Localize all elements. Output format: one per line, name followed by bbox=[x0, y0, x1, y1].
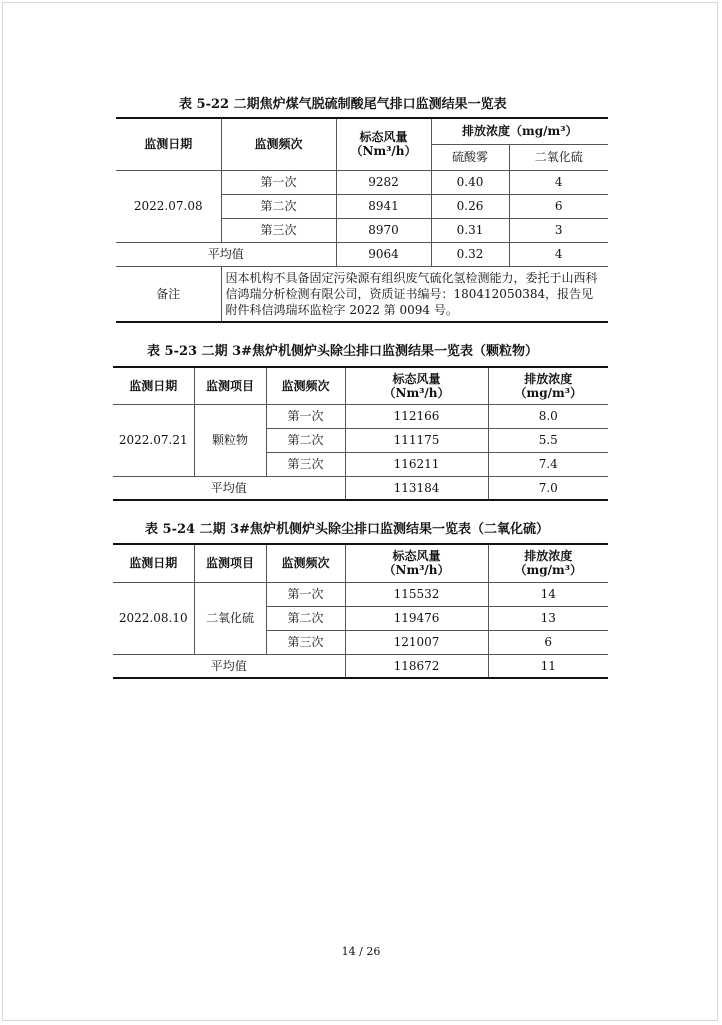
cell-average-acid: 0.32 bbox=[431, 242, 509, 266]
header-frequency: 监测频次 bbox=[266, 544, 345, 582]
cell-average-flow: 118672 bbox=[345, 654, 488, 678]
header-sulfur-dioxide: 二氧化硫 bbox=[509, 144, 608, 170]
header-sulfuric-acid-mist: 硫酸雾 bbox=[431, 144, 509, 170]
cell-acid: 0.26 bbox=[431, 194, 509, 218]
cell-frequency: 第二次 bbox=[266, 606, 345, 630]
cell-frequency: 第一次 bbox=[266, 582, 345, 606]
header-item: 监测项目 bbox=[194, 544, 266, 582]
cell-flow: 115532 bbox=[345, 582, 488, 606]
cell-flow: 119476 bbox=[345, 606, 488, 630]
page-number: 14 / 26 bbox=[341, 945, 381, 958]
header-concentration-label: 排放浓度 bbox=[524, 549, 573, 564]
cell-average-concentration: 11 bbox=[488, 654, 608, 678]
cell-concentration: 14 bbox=[488, 582, 608, 606]
cell-date: 2022.07.21 bbox=[113, 404, 194, 476]
cell-acid: 0.40 bbox=[431, 170, 509, 194]
header-concentration-unit: （mg/m³） bbox=[514, 385, 582, 400]
cell-item: 二氧化硫 bbox=[194, 582, 266, 654]
table-5-22-caption: 表 5-22 二期焦炉煤气脱硫制酸尾气排口监测结果一览表 bbox=[179, 97, 507, 112]
header-date: 监测日期 bbox=[116, 118, 221, 170]
header-item: 监测项目 bbox=[194, 367, 266, 404]
header-frequency: 监测频次 bbox=[221, 118, 336, 170]
header-flow-unit: （Nm³/h） bbox=[383, 385, 450, 400]
cell-average-label: 平均值 bbox=[113, 476, 345, 500]
header-concentration: 排放浓度（mg/m³） bbox=[431, 118, 608, 144]
cell-concentration: 7.4 bbox=[488, 452, 608, 476]
cell-average-label: 平均值 bbox=[113, 654, 345, 678]
cell-flow: 8970 bbox=[336, 218, 431, 242]
cell-frequency: 第二次 bbox=[221, 194, 336, 218]
cell-frequency: 第一次 bbox=[266, 404, 345, 428]
cell-concentration: 8.0 bbox=[488, 404, 608, 428]
table-5-23-caption: 表 5-23 二期 3#焦炉机侧炉头除尘排口监测结果一览表（颗粒物） bbox=[147, 344, 539, 359]
cell-flow: 8941 bbox=[336, 194, 431, 218]
cell-flow: 9282 bbox=[336, 170, 431, 194]
header-flow bbox=[345, 544, 488, 582]
header-flow-unit: （Nm³/h） bbox=[383, 563, 450, 578]
header-flow-unit: （Nm³/h） bbox=[350, 144, 417, 159]
cell-concentration: 6 bbox=[488, 630, 608, 654]
table-5-23 bbox=[113, 366, 608, 501]
cell-concentration: 5.5 bbox=[488, 428, 608, 452]
cell-concentration: 13 bbox=[488, 606, 608, 630]
header-concentration bbox=[488, 367, 608, 404]
header-concentration-unit: （mg/m³） bbox=[514, 563, 582, 578]
header-flow bbox=[345, 367, 488, 404]
note-text: 因本机构不具备固定污染源有组织废气硫化氢检测能力，委托于山西科信鸿瑞分析检测有限公司，资质证书编号：180412050384，报告见附件科信鸿瑞环监检字 2022 第 0094 号。 bbox=[221, 266, 608, 322]
header-frequency: 监测频次 bbox=[266, 367, 345, 404]
cell-so2: 4 bbox=[509, 170, 608, 194]
header-concentration bbox=[488, 544, 608, 582]
header-flow-label: 标态风量 bbox=[392, 371, 441, 386]
cell-average-concentration: 7.0 bbox=[488, 476, 608, 500]
cell-frequency: 第三次 bbox=[266, 630, 345, 654]
header-concentration-label: 排放浓度 bbox=[524, 371, 573, 386]
header-date: 监测日期 bbox=[113, 367, 194, 404]
cell-so2: 6 bbox=[509, 194, 608, 218]
table-5-24 bbox=[113, 543, 608, 679]
note-label: 备注 bbox=[116, 266, 221, 322]
table-5-24-caption: 表 5-24 二期 3#焦炉机侧炉头除尘排口监测结果一览表（二氧化硫） bbox=[145, 522, 550, 537]
cell-average-so2: 4 bbox=[509, 242, 608, 266]
cell-flow: 116211 bbox=[345, 452, 488, 476]
cell-acid: 0.31 bbox=[431, 218, 509, 242]
cell-item: 颗粒物 bbox=[194, 404, 266, 476]
cell-frequency: 第三次 bbox=[266, 452, 345, 476]
header-flow-label: 标态风量 bbox=[392, 549, 441, 564]
header-flow-label: 标态风量 bbox=[359, 130, 408, 145]
cell-flow: 111175 bbox=[345, 428, 488, 452]
cell-average-flow: 9064 bbox=[336, 242, 431, 266]
cell-date: 2022.07.08 bbox=[116, 170, 221, 242]
cell-so2: 3 bbox=[509, 218, 608, 242]
cell-frequency: 第三次 bbox=[221, 218, 336, 242]
header-date: 监测日期 bbox=[113, 544, 194, 582]
cell-flow: 121007 bbox=[345, 630, 488, 654]
cell-frequency: 第一次 bbox=[221, 170, 336, 194]
cell-average-label: 平均值 bbox=[116, 242, 336, 266]
cell-frequency: 第二次 bbox=[266, 428, 345, 452]
cell-flow: 112166 bbox=[345, 404, 488, 428]
table-5-22 bbox=[116, 117, 608, 323]
cell-date: 2022.08.10 bbox=[113, 582, 194, 654]
cell-average-flow: 113184 bbox=[345, 476, 488, 500]
header-flow bbox=[336, 118, 431, 170]
